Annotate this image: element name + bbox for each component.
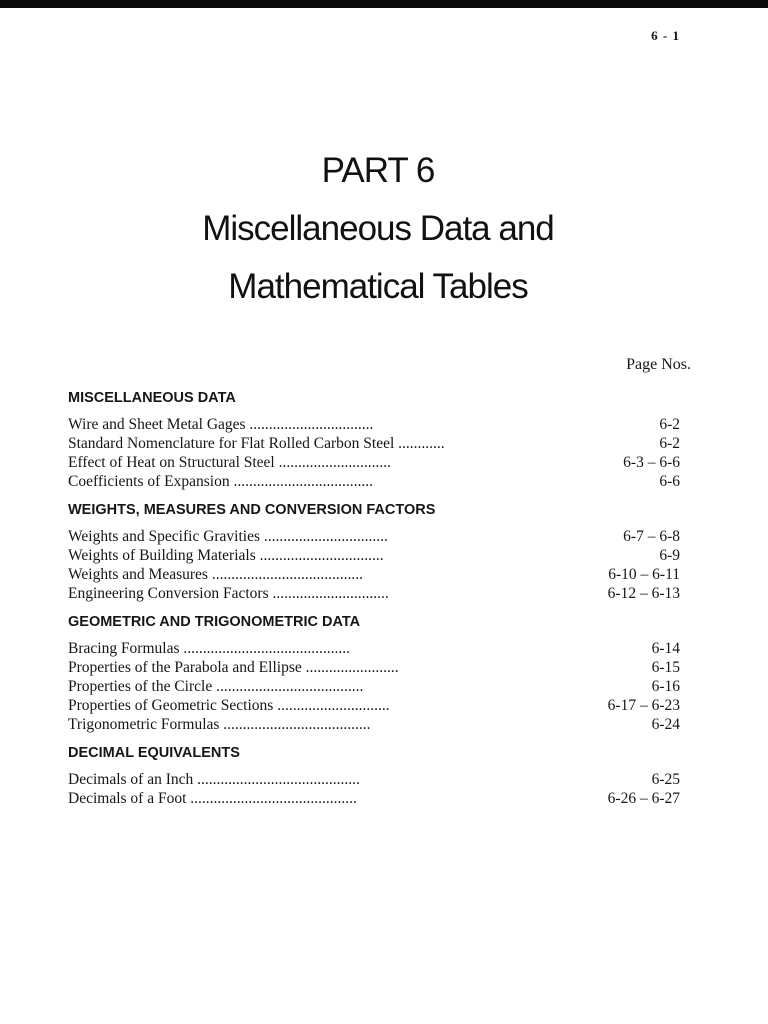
toc-entry bbox=[68, 453, 680, 472]
toc-entry-page: 6-24 bbox=[651, 716, 680, 733]
toc-entry bbox=[68, 696, 680, 715]
toc-entry bbox=[68, 472, 680, 491]
page-number: 6 - 1 bbox=[651, 28, 680, 43]
section-heading: MISCELLANEOUS DATA bbox=[68, 390, 236, 406]
toc-entry bbox=[68, 584, 680, 603]
toc-entry-page: 6-7 – 6-8 bbox=[623, 528, 680, 545]
toc-entry-label: Properties of Geometric Sections ............................. bbox=[68, 697, 390, 714]
toc-entry-page: 6-2 bbox=[659, 435, 680, 452]
toc-entry bbox=[68, 415, 680, 434]
toc-entry bbox=[68, 770, 680, 789]
toc-entry-page: 6-6 bbox=[659, 473, 680, 490]
toc-entry-page: 6-10 – 6-11 bbox=[608, 566, 680, 583]
top-rule bbox=[0, 0, 768, 8]
section-heading: GEOMETRIC AND TRIGONOMETRIC DATA bbox=[68, 614, 361, 630]
toc-entry-page: 6-9 bbox=[659, 547, 680, 564]
title-line-subject-continued: Mathematical Tables bbox=[228, 267, 528, 306]
toc-entry-label: Weights and Specific Gravities ................................ bbox=[68, 528, 388, 545]
toc-section-geometric-trigonometric bbox=[68, 612, 680, 734]
toc-entry-label: Weights and Measures ....................................... bbox=[68, 566, 363, 583]
toc-entry bbox=[68, 434, 680, 453]
toc-entry bbox=[68, 527, 680, 546]
toc-entry-page: 6-26 – 6-27 bbox=[607, 790, 680, 807]
toc-entry-page: 6-2 bbox=[659, 416, 680, 433]
page-title bbox=[0, 142, 756, 316]
toc-entry-page: 6-25 bbox=[651, 771, 680, 788]
toc-entry-label: Wire and Sheet Metal Gages ................................ bbox=[68, 416, 374, 433]
toc-entry-page: 6-15 bbox=[651, 659, 680, 676]
toc-entry-page: 6-17 – 6-23 bbox=[607, 697, 680, 714]
toc-entry-label: Trigonometric Formulas ...................................... bbox=[68, 716, 371, 733]
toc-entry-label: Decimals of a Foot ........................................... bbox=[68, 790, 357, 807]
toc-section-decimal-equivalents bbox=[68, 743, 680, 808]
toc-entry bbox=[68, 546, 680, 565]
toc-entry bbox=[68, 677, 680, 696]
toc-entry-label: Bracing Formulas ........................................... bbox=[68, 640, 350, 657]
section-heading: DECIMAL EQUIVALENTS bbox=[68, 745, 240, 761]
table-of-contents bbox=[68, 388, 680, 817]
toc-entry-page: 6-16 bbox=[651, 678, 680, 695]
toc-entry bbox=[68, 639, 680, 658]
toc-entry-page: 6-3 – 6-6 bbox=[623, 454, 680, 471]
toc-entry-page: 6-12 – 6-13 bbox=[607, 585, 680, 602]
toc-entry-label: Effect of Heat on Structural Steel ............................. bbox=[68, 454, 391, 471]
toc-entry bbox=[68, 789, 680, 808]
toc-entry-label: Engineering Conversion Factors .............................. bbox=[68, 585, 389, 602]
toc-entry-label: Properties of the Circle ...................................... bbox=[68, 678, 364, 695]
section-heading: WEIGHTS, MEASURES AND CONVERSION FACTORS bbox=[68, 502, 436, 518]
toc-entry-label: Weights of Building Materials ................................ bbox=[68, 547, 384, 564]
toc-entry bbox=[68, 565, 680, 584]
toc-entry-page: 6-14 bbox=[651, 640, 680, 657]
toc-entry-label: Coefficients of Expansion .................................... bbox=[68, 473, 373, 490]
toc-entry-label: Decimals of an Inch .......................................... bbox=[68, 771, 360, 788]
page-nos-column-header: Page Nos. bbox=[626, 356, 691, 373]
toc-entry bbox=[68, 658, 680, 677]
toc-entry-label: Properties of the Parabola and Ellipse ........................ bbox=[68, 659, 399, 676]
toc-entry-label: Standard Nomenclature for Flat Rolled Carbon Steel ............ bbox=[68, 435, 445, 452]
toc-entry bbox=[68, 715, 680, 734]
toc-section-miscellaneous-data bbox=[68, 388, 680, 491]
toc-section-weights-measures bbox=[68, 500, 680, 603]
title-line-subject: Miscellaneous Data and bbox=[202, 209, 554, 248]
title-line-part: PART 6 bbox=[321, 151, 435, 190]
